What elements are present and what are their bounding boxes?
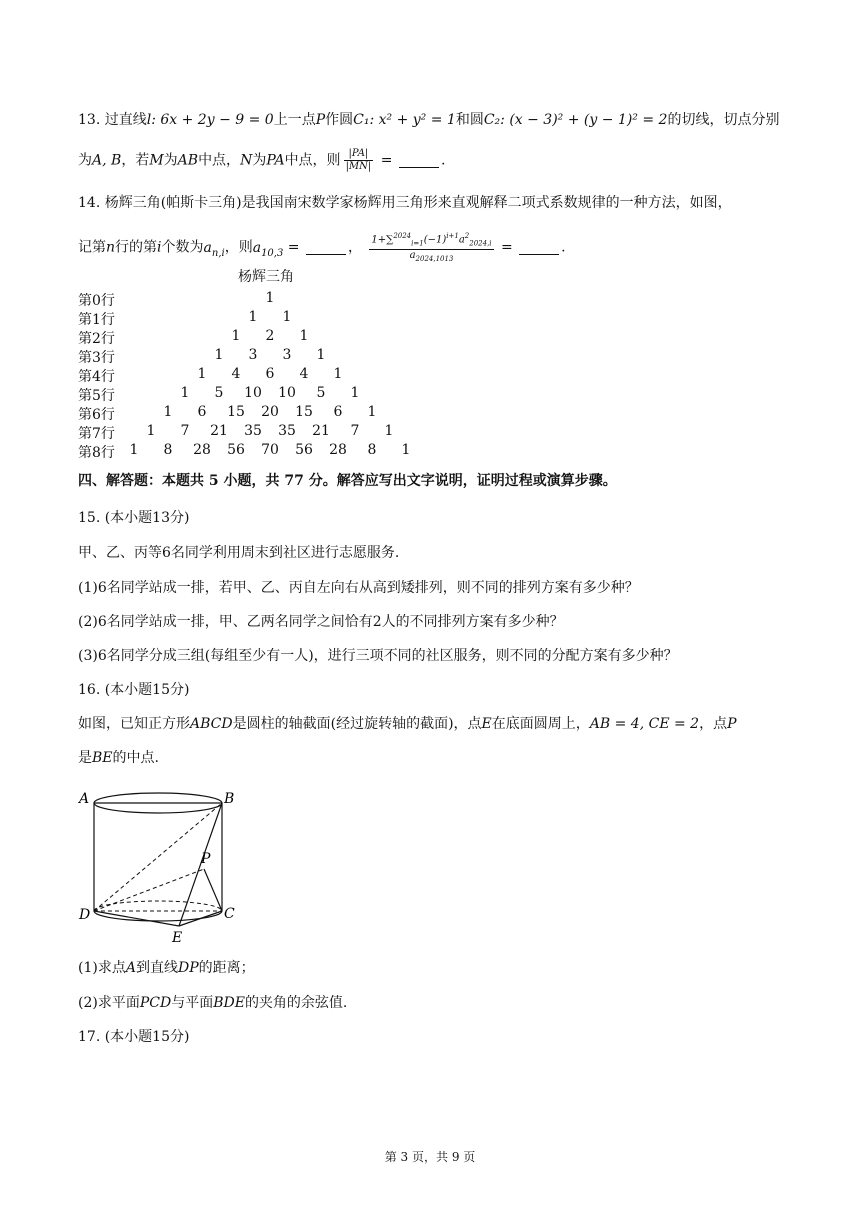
q15-part3: (3)6名同学分成三组(每组至少有一人)，进行三项不同的社区服务，则不同的分配方案有多少种？ [78,648,678,664]
q13-segment-pa: PA [266,152,285,169]
q14-text: ，则 [224,239,253,256]
q16-point-a: A [125,960,136,976]
q16-plane-bde: BDE [213,995,245,1011]
q13-text: 上一点 [273,112,316,128]
q14-neg: (−1) [423,234,447,246]
triangle-value: 1 [316,347,326,363]
triangle-value: 1 [299,328,309,344]
q16-part2 [78,993,347,1013]
segment-dp [94,869,204,911]
q16-text: 与平面 [171,995,214,1011]
q13-frac-denominator: |MN| [345,161,372,172]
label-b: B [224,791,235,807]
page-footer: 第 3 页，共 9 页 [384,1150,476,1164]
q16-plane-pcd: PCD [139,995,172,1011]
triangle-value: 1 [248,309,258,325]
triangle-value: 28 [329,442,347,458]
q16-text: 是圆柱的轴截面(经过旋转轴的截面)，点 [232,716,482,732]
q16-lengths: AB = 4, CE = 2 [589,716,700,732]
q16-square-abcd: ABCD [190,716,233,732]
q13-text: 作圆 [325,112,354,128]
q13-point-m: M [149,152,164,169]
triangle-row-label: 第2行 [78,331,115,347]
cylinder-figure [75,783,245,948]
label-a: A [79,791,90,807]
q14-a-sup: 2 [464,232,470,240]
triangle-value: 8 [163,442,173,458]
q14-line2: 记第n行的第i个数为$a_{n,i}$，则$a_{10,3}$ = ， $\frac{1+\sum^{2024}_{i=1}(-1)^{i+1}a^2_{2024,i}}{a_{2024,1013}}$ = . [78,232,566,264]
q14-neg-sup: i+1 [446,232,459,240]
triangle-value: 1 [180,385,190,401]
triangle-value: 10 [244,385,262,401]
q13-text: ，若 [121,152,150,169]
triangle-value: 4 [299,366,309,382]
segment-ec [179,911,222,926]
q13-line1 [78,110,779,130]
triangle-value: 1 [163,404,173,420]
q13-answer-blank [399,153,439,168]
triangle-value: 1 [146,423,156,439]
triangle-value: 5 [316,385,326,401]
q14-a-ni [203,239,225,259]
q14-text: 记第 [78,239,106,256]
triangle-value: 2 [265,328,275,344]
q16-text: (1)求点 [78,960,126,976]
q13-frac-numerator: |PA| [344,148,374,161]
q14-var-n: n [106,239,116,256]
label-p: P [201,851,211,867]
q13-text: 为 [252,152,267,169]
bottom-ellipse-back [94,901,222,911]
triangle-value: 1 [197,366,207,382]
triangle-value: 6 [265,366,275,382]
q13-text: 为 [163,152,178,169]
q13-text: 中点， [198,152,241,169]
triangle-value: 1 [367,404,377,420]
triangle-row-label: 第4行 [78,369,115,385]
triangle-value: 6 [333,404,343,420]
label-d: D [79,907,91,923]
q16-point-e: E [481,716,492,732]
triangle-row-label: 第6行 [78,407,115,423]
q16-text: 的距离； [198,960,255,976]
q16-line1 [78,714,737,734]
triangle-title: 杨辉三角 [238,269,294,285]
triangle-value: 1 [333,366,343,382]
q13-circle-c2: C₂: (x − 3)² + (y − 1)² = 2 [483,112,668,128]
triangle-value: 1 [214,347,224,363]
q14-answer-blank-2 [519,240,559,255]
segment-de [94,911,179,926]
q13-line-equation: l: 6x + 2y − 9 = 0 [146,112,274,128]
q13-point-p: P [315,112,326,128]
q14-a-sub: n,i [211,247,225,259]
q13-circle-c1: C₁: x² + y² = 1 [353,112,456,128]
q16-text: 在底面圆周上， [491,716,590,732]
q13-fraction [344,148,374,173]
q14-line1: 14. 杨辉三角(帕斯卡三角)是我国南宋数学家杨辉用三角形来直观解释二项式系数规律的一种方法，如图， [78,195,732,211]
triangle-value: 28 [193,442,211,458]
bottom-ellipse-front [94,911,222,921]
q14-a-sub: 2024,i [469,239,492,248]
triangle-value: 1 [265,290,275,306]
q16-point-p: P [727,716,737,732]
q16-text: 到直线 [135,960,178,976]
q14-sum-sub: i=1 [411,239,424,248]
triangle-value: 3 [248,347,258,363]
triangle-value: 1 [282,309,292,325]
q15-intro: 甲、乙、丙等6名同学利用周末到社区进行志愿服务. [78,545,400,561]
q15-part1: (1)6名同学站成一排，若甲、乙、丙自左向右从高到矮排列，则不同的排列方案有多少种？ [78,580,639,596]
triangle-value: 1 [129,442,139,458]
triangle-value: 15 [227,404,245,420]
q14-answer-blank-1 [306,240,346,255]
section-4-heading: 四、解答题：本题共 5 小题，共 77 分。解答应写出文字说明，证明过程或演算步骤。 [78,473,617,489]
q13-text: 和圆 [455,112,484,128]
q14-text: 行的第 [115,239,158,256]
triangle-value: 21 [210,423,228,439]
triangle-value: 56 [295,442,313,458]
q13-text: 中点，则 [284,152,341,169]
triangle-value: 5 [214,385,224,401]
q17-head: 17. (本小题15分) [78,1029,190,1045]
triangle-row-label: 第0行 [78,293,115,309]
q14-frac-numerator [369,230,493,250]
q16-text: 的中点. [112,750,159,766]
q16-line-dp: DP [177,960,199,976]
q14-fraction [369,230,493,265]
q16-text: ，点 [699,716,728,732]
label-c: C [224,906,235,922]
q13-point-n: N [240,152,253,169]
triangle-value: 1 [350,385,360,401]
q16-segment-be: BE [92,750,113,766]
q14-a-10-3 [252,239,284,259]
triangle-value: 21 [312,423,330,439]
q14-text: . [561,239,566,256]
q14-a-sub: 10,3 [261,247,284,259]
triangle-value: 1 [384,423,394,439]
triangle-value: 70 [261,442,279,458]
triangle-value: 10 [278,385,296,401]
triangle-value: 1 [401,442,411,458]
q13-points-ab: A, B [92,152,122,169]
q15-head: 15. (本小题13分) [78,510,190,526]
triangle-value: 8 [367,442,377,458]
q14-a-sub: 2024,1013 [415,255,454,264]
q14-a: a [409,250,416,262]
triangle-value: 35 [244,423,262,439]
q16-line2 [78,748,159,768]
triangle-value: 1 [231,328,241,344]
q16-text: 的夹角的余弦值. [244,995,348,1011]
triangle-value: 7 [350,423,360,439]
label-e: E [172,930,183,946]
q13-text: 的切线，切点分别 [667,112,780,128]
q13-text: 为 [78,152,92,169]
q13-line2: 为A, B，若M为AB中点，N为PA中点，则 $\frac{|PA|}{|MN|}$ = . [78,148,446,172]
q14-sum: 1+∑ [371,234,394,246]
q14-sum-sup: 2024 [393,232,412,240]
triangle-value: 7 [180,423,190,439]
triangle-value: 35 [278,423,296,439]
q14-frac-denominator [369,250,493,265]
q16-text: 如图，已知正方形 [78,716,190,732]
triangle-row-label: 第1行 [78,312,115,328]
triangle-row-label: 第7行 [78,426,115,442]
q14-a: a [252,239,262,256]
q16-head: 16. (本小题15分) [78,682,190,698]
triangle-value: 3 [282,347,292,363]
q16-text: 是 [78,750,92,766]
q13-segment-ab: AB [177,152,199,169]
triangle-row-label: 第3行 [78,350,115,366]
triangle-value: 20 [261,404,279,420]
triangle-row-label: 第8行 [78,445,115,461]
triangle-value: 4 [231,366,241,382]
triangle-value: 56 [227,442,245,458]
q14-var-i: i [157,239,162,256]
q13-text: 13. 过直线 [78,112,147,128]
triangle-row-label: 第5行 [78,388,115,404]
q14-a: a [458,234,465,246]
triangle-value: 15 [295,404,313,420]
q16-text: (2)求平面 [78,995,140,1011]
triangle-value: 6 [197,404,207,420]
q14-a: a [203,239,212,256]
q13-text: . [440,152,446,169]
q16-part1 [78,958,255,978]
q14-text: 个数为 [161,239,204,256]
q15-part2: (2)6名同学站成一排，甲、乙两名同学之间恰有2人的不同排列方案有多少种？ [78,614,564,630]
